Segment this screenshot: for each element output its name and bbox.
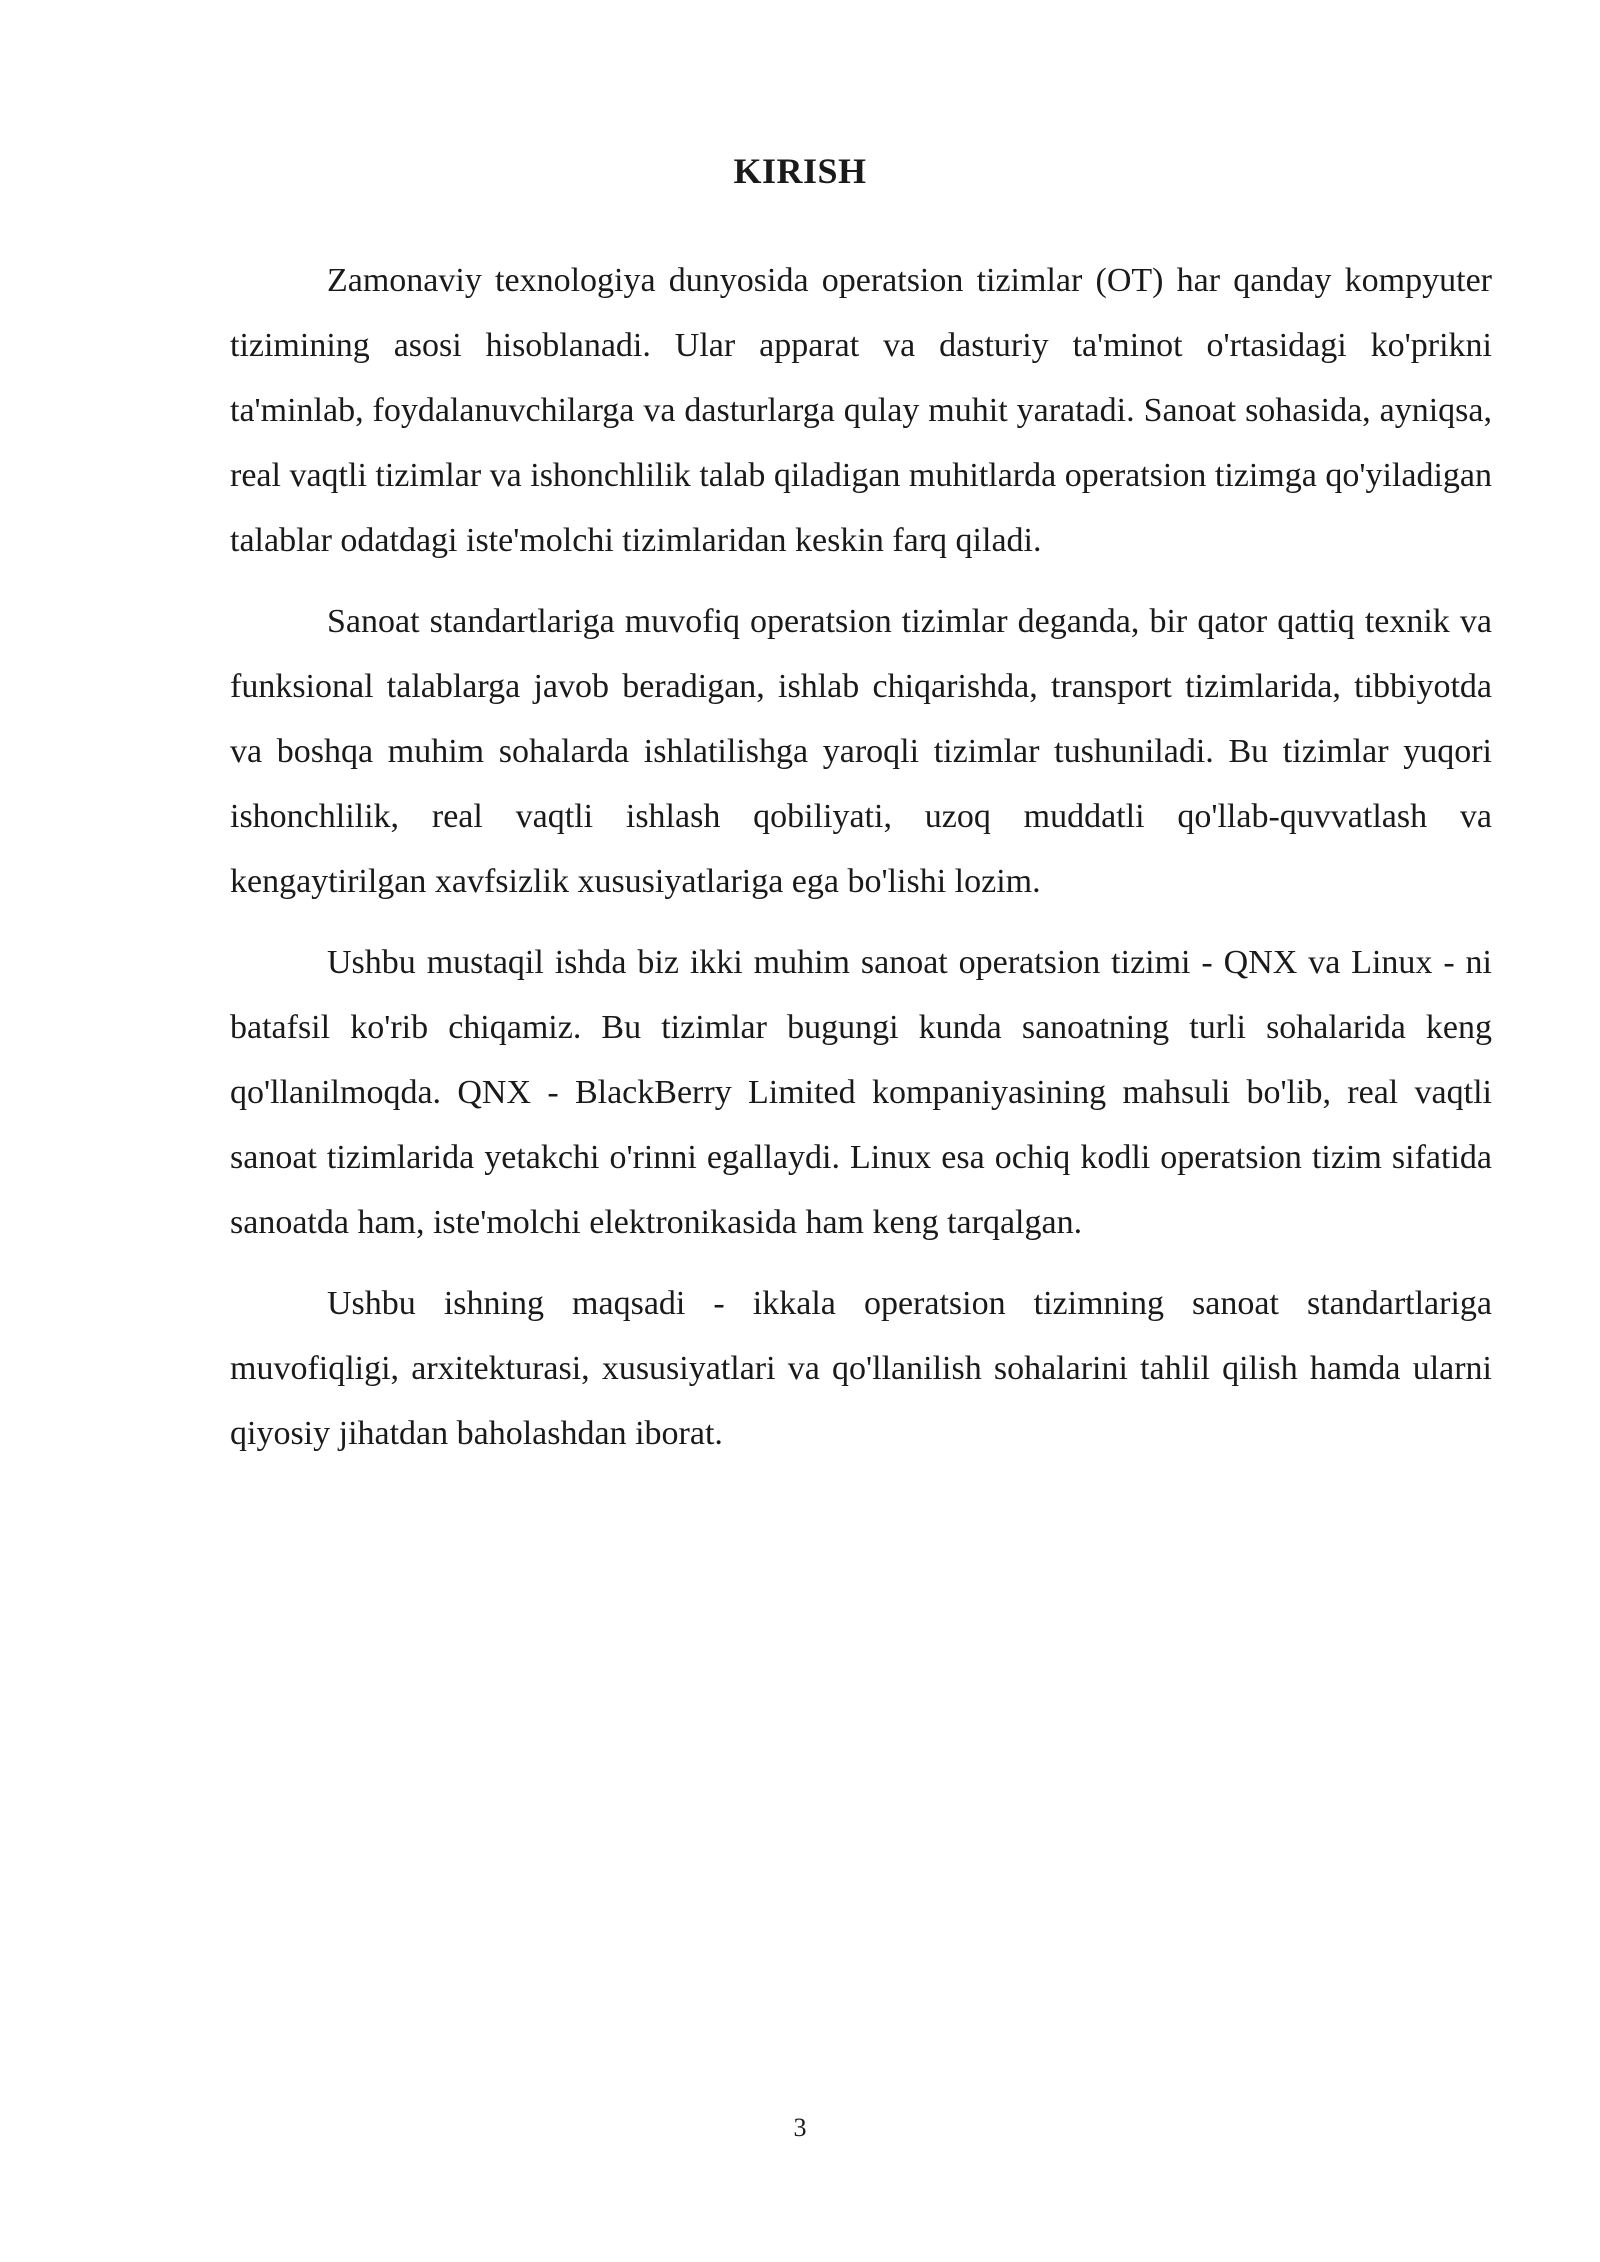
paragraph-4: Ushbu ishning maqsadi - ikkala operatsion tizimning sanoat standartlariga muvofiqligi, arxitekturasi, xususiyatlari va qo'llanilish sohalarini tahlil qilish hamda ularni qiyosiy jihatdan baholashdan iborat.: [230, 1285, 1492, 1452]
page-title: KIRISH: [733, 151, 867, 191]
paragraph-3: Ushbu mustaqil ishda biz ikki muhim sanoat operatsion tizimi - QNX va Linux - ni batafsil ko'rib chiqamiz. Bu tizimlar bugungi kunda sanoatning turli sohalarida keng qo'llanilmoqda. QNX - BlackBerry Limited kompaniyasining mahsuli bo'lib, real vaqtli sanoat tizimlarida yetakchi o'rinni egallaydi. Linux esa ochiq kodli operatsion tizim sifatida sanoatda ham, iste'molchi elektronikasida ham keng tarqalgan.: [230, 944, 1492, 1241]
paragraph-1: Zamonaviy texnologiya dunyosida operatsion tizimlar (OT) har qanday kompyuter tizimining asosi hisoblanadi. Ular apparat va dasturiy ta'minot o'rtasidagi ko'prikni ta'minlab, foydalanuvchilarga va dasturlarga qulay muhit yaratadi. Sanoat sohasida, ayniqsa, real vaqtli tizimlar va ishonchlilik talab qiladigan muhitlarda operatsion tizimga qo'yiladigan talablar odatdagi iste'molchi tizimlaridan keskin farq qiladi.: [230, 262, 1492, 559]
paragraph-2: Sanoat standartlariga muvofiq operatsion tizimlar deganda, bir qator qattiq texnik va funksional talablarga javob beradigan, ishlab chiqarishda, transport tizimlarida, tibbiyotda va boshqa muhim sohalarda ishlatilishga yaroqli tizimlar tushuniladi. Bu tizimlar yuqori ishonchlilik, real vaqtli ishlash qobiliyati, uzoq muddatli qo'llab-quvvatlash va kengaytirilgan xavfsizlik xususiyatlariga ega bo'lishi lozim.: [230, 603, 1492, 900]
body-text: [230, 248, 1492, 1482]
page-number: 3: [793, 2113, 807, 2142]
